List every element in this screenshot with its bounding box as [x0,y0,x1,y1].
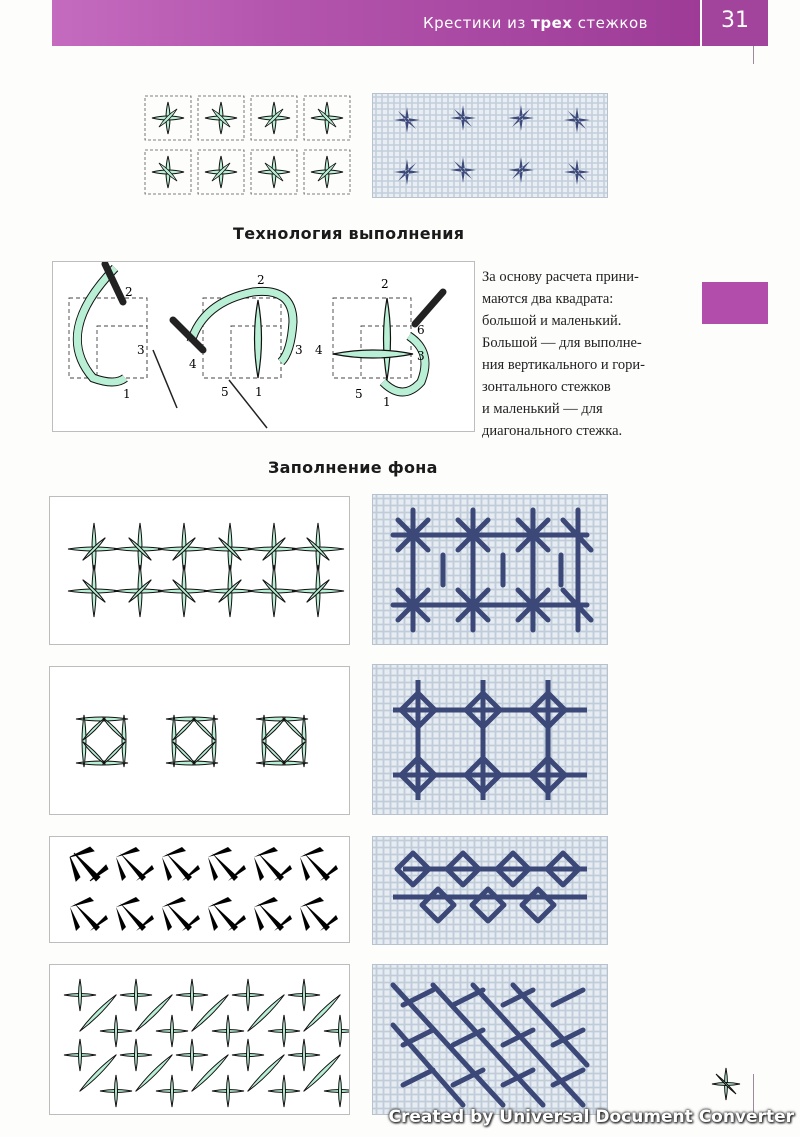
page-number: 31 [721,8,749,33]
description-line: зонтального стежков [482,379,611,395]
pattern-diagram-4 [49,964,350,1115]
stitch-sequence-diagram [144,94,352,198]
label-s3-1: 1 [383,395,391,409]
pattern-diagram-3 [49,836,350,943]
embroidery-photo-1 [372,494,608,645]
description-line: маются два квадрата: [482,291,614,307]
description-line: диагонального стежка. [482,423,623,439]
embroidery-photo-4 [372,964,608,1115]
pattern-diagram-2 [49,666,350,815]
background-heading: Заполнение фона [268,458,438,477]
star-stitch-icon [710,1066,742,1102]
label-s3-3: 3 [417,349,425,363]
technology-heading: Технология выполнения [233,224,465,243]
label-s3-5: 5 [355,387,363,401]
label-s2-4: 4 [189,357,197,371]
label-s2-1: 1 [255,385,263,399]
description-line: большой и маленький. [482,313,622,329]
embroidery-photo-2 [372,664,608,815]
label-s3-4: 4 [315,343,323,357]
pattern-diagram-1 [49,496,350,645]
description-line: ния вертикального и гори- [482,357,645,373]
label-s1-2: 2 [125,285,133,299]
embroidery-photo-3 [372,836,608,945]
label-s1-3: 3 [137,343,145,357]
label-s3-6: 6 [417,323,425,337]
page-title: Крестики из трех стежков [422,14,648,32]
label-s1-1: 1 [123,387,131,401]
watermark: Created by Universal Document Converter [388,1107,794,1127]
technology-description [482,266,692,442]
side-tab [702,282,768,324]
page-edge-line [753,46,754,64]
embroidery-photo-top [372,93,608,198]
label-s2-2: 2 [257,273,265,287]
label-s2-3: 3 [295,343,303,357]
label-s3-2: 2 [381,277,389,291]
description-line: За основу расчета прини- [482,269,639,285]
technology-diagram [52,261,475,432]
description-line: Большой — для выполне- [482,335,642,351]
description-line: и маленький — для [482,401,603,417]
label-s2-5: 5 [221,385,229,399]
